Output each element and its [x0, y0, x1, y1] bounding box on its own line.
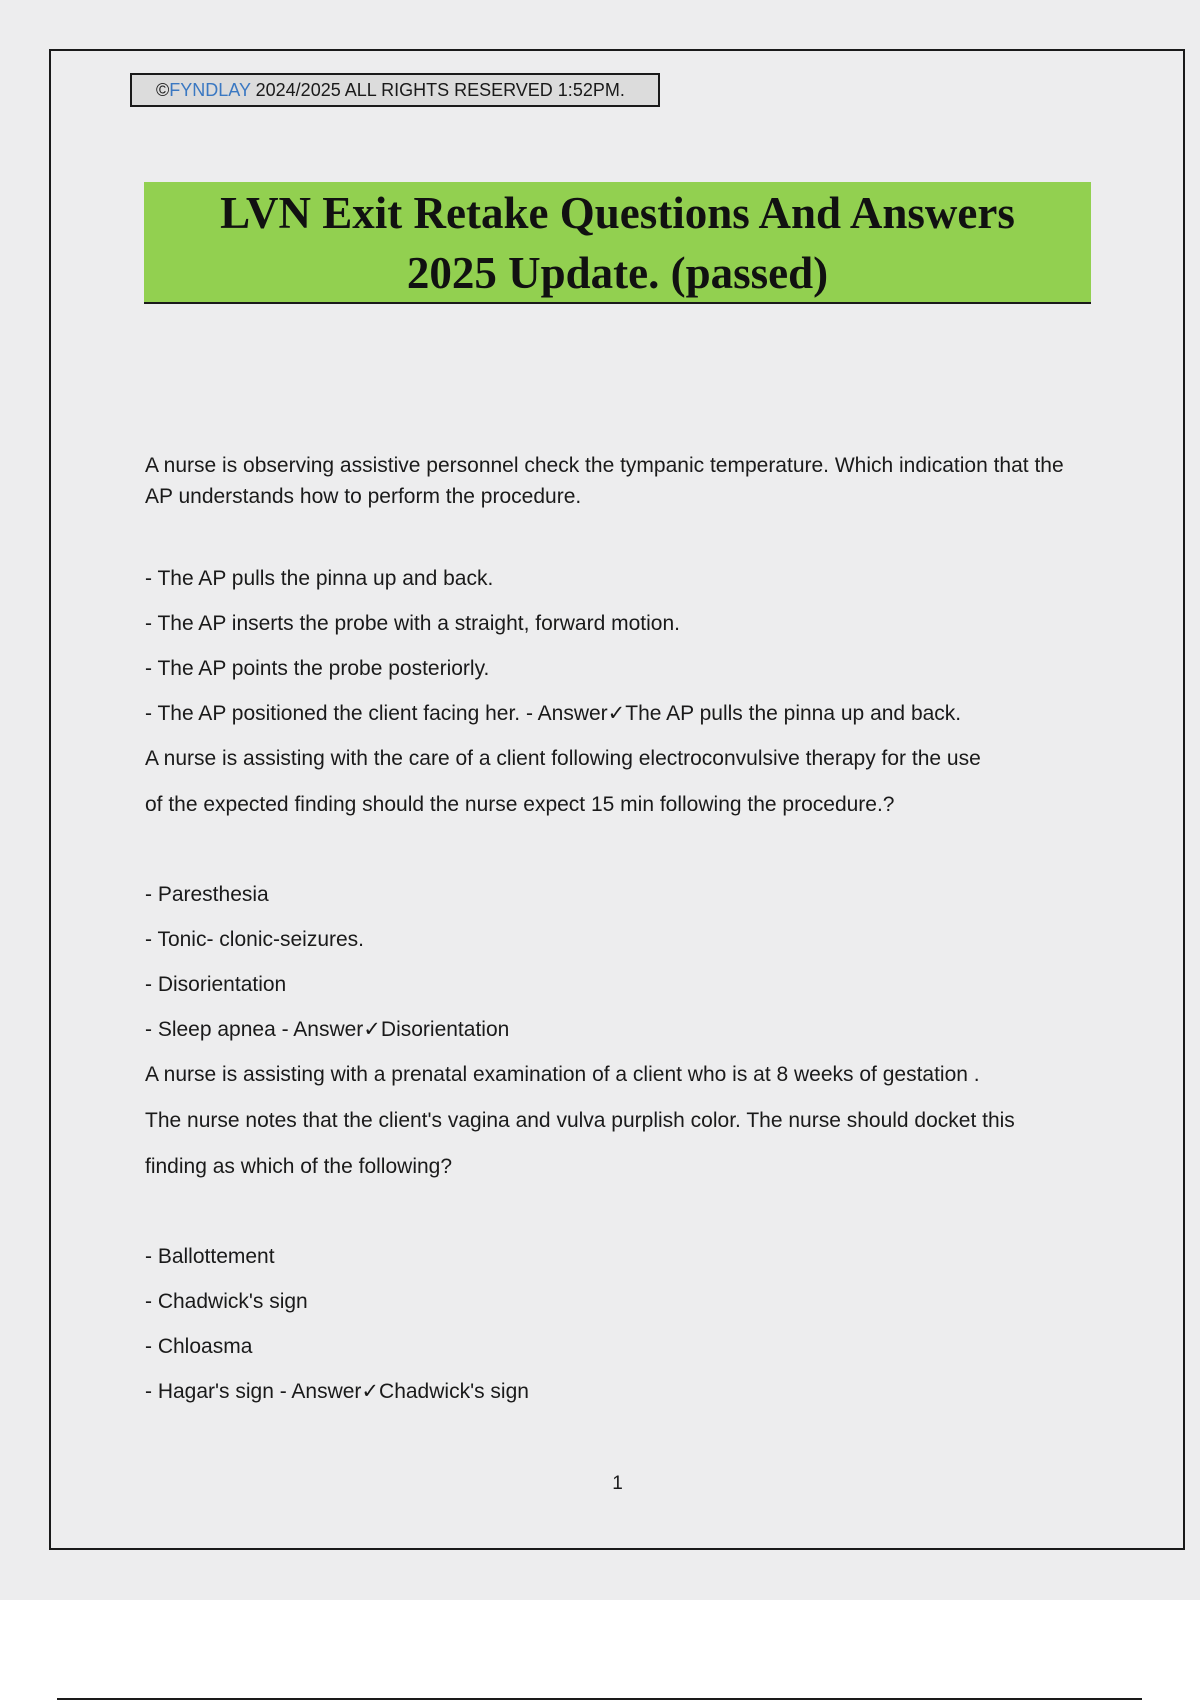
title-line-2: 2025 Update. (passed) — [406, 248, 829, 298]
copyright-symbol: © — [156, 80, 170, 100]
answer-text: The AP pulls the pinna up and back. — [625, 702, 962, 725]
option-text: - Hagar's sign - Answer — [145, 1380, 362, 1403]
question-2-option: - Paresthesia — [145, 883, 269, 906]
question-3-line: The nurse notes that the client's vagina and vulva purplish color. The nurse should docket this — [145, 1109, 1015, 1132]
question-2-option-answer — [145, 1007, 1095, 1052]
title-line-1: LVN Exit Retake Questions And Answers — [220, 188, 1015, 238]
question-1-option: - The AP inserts the probe with a straight, forward motion. — [145, 612, 680, 635]
question-1-option-answer — [145, 691, 1095, 736]
question-1-option: - The AP pulls the pinna up and back. — [145, 567, 494, 590]
question-3-line: finding as which of the following? — [145, 1155, 453, 1178]
checkmark-icon: ✓ — [607, 702, 626, 725]
question-3-option: - Ballottement — [145, 1245, 275, 1268]
brand-name: FYNDLAY — [169, 80, 251, 100]
option-text: - The AP positioned the client facing her. - Answer — [145, 702, 608, 725]
question-3-option-answer — [145, 1369, 1095, 1414]
question-3-option: - Chadwick's sign — [145, 1290, 308, 1313]
question-2-line: A nurse is assisting with the care of a client following electroconvulsive therapy for the use — [145, 747, 981, 770]
question-2-option: - Tonic- clonic-seizures. — [145, 928, 365, 951]
copyright-header — [130, 73, 660, 107]
checkmark-icon: ✓ — [363, 1018, 381, 1041]
question-3-option: - Chloasma — [145, 1335, 253, 1358]
copyright-text: 2024/2025 ALL RIGHTS RESERVED 1:52PM. — [250, 80, 625, 100]
option-text: - Sleep apnea - Answer — [145, 1018, 364, 1041]
document-title — [144, 182, 1091, 304]
question-1-option: - The AP points the probe posteriorly. — [145, 657, 490, 680]
question-list — [145, 450, 1095, 1414]
answer-text: Chadwick's sign — [379, 1380, 529, 1403]
answer-text: Disorientation — [380, 1018, 510, 1041]
question-3-line: A nurse is assisting with a prenatal examination of a client who is at 8 weeks of gestation . — [145, 1063, 980, 1086]
question-1-text: A nurse is observing assistive personnel check the tympanic temperature. Which indication that the AP understands how to perform the procedure. — [145, 454, 1064, 508]
question-2-option: - Disorientation — [145, 973, 287, 996]
question-2-line: of the expected finding should the nurse expect 15 min following the procedure.? — [145, 793, 895, 816]
page-number: 1 — [612, 1473, 623, 1494]
checkmark-icon: ✓ — [361, 1380, 380, 1403]
